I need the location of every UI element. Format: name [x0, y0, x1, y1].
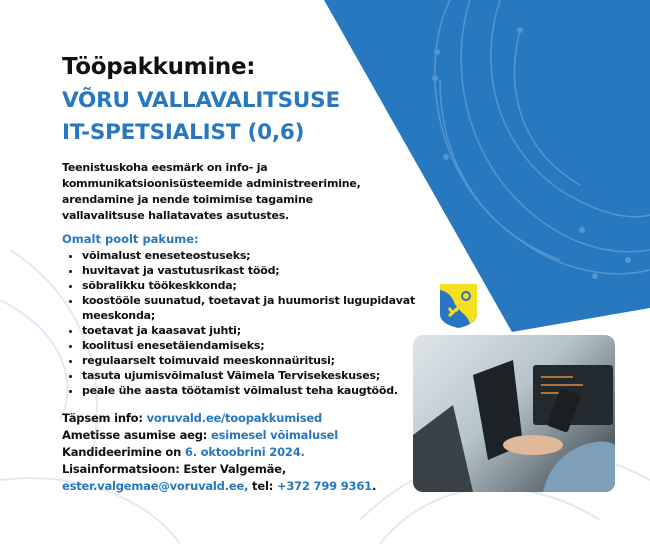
- list-item: • regulaarselt toimuvaid meeskonnaüritusi;: [82, 353, 422, 368]
- offer-heading: Omalt poolt pakume:: [62, 232, 199, 246]
- jobs-link[interactable]: voruvald.ee/toopakkumised: [146, 411, 323, 425]
- list-item: • toetavat ja kaasavat juhti;: [82, 323, 422, 338]
- phone-link[interactable]: +372 799 9361: [276, 479, 372, 493]
- office-photo: [413, 335, 615, 492]
- email-link[interactable]: ester.valgemae@voruvald.ee,: [62, 479, 249, 493]
- coat-of-arms-icon: [440, 284, 477, 328]
- apply-deadline: 6. oktoobrini 2024.: [184, 445, 305, 459]
- tel-label: tel:: [248, 479, 277, 493]
- contact-info: [62, 410, 376, 495]
- employer-name: VÕRU VALLAVALITSUSE: [62, 88, 340, 113]
- list-item: • koostööle suunatud, toetavat ja huumorist lugupidavat meeskonda;: [82, 293, 422, 323]
- list-item: • võimalust eneseteostuseks;: [82, 248, 422, 263]
- list-item: • koolitusi enesetäiendamiseks;: [82, 338, 422, 353]
- page-title: Tööpakkumine:: [62, 54, 256, 80]
- start-value: esimesel võimalusel: [210, 428, 338, 442]
- list-item: • huvitavat ja vastutusrikast tööd;: [82, 263, 422, 278]
- job-title: IT-SPETSIALIST (0,6): [62, 120, 305, 145]
- more-info-label: Täpsem info:: [62, 411, 147, 425]
- start-label: Ametisse asumise aeg:: [62, 428, 211, 442]
- list-item: • tasuta ujumisvõimalust Väimela Tervisekeskuses;: [82, 368, 422, 383]
- contact-person: Lisainformatsioon: Ester Valgemäe,: [62, 462, 286, 476]
- list-item: • sõbralikku töökeskkonda;: [82, 278, 422, 293]
- apply-label: Kandideerimine on: [62, 445, 185, 459]
- list-item: • peale ühe aasta töötamist võimalust teha kaugtööd.: [82, 383, 422, 398]
- job-description: Teenistuskoha eesmärk on info- ja kommunikatsioonisüsteemide administreerimine, arendamine ja nende toimimise tagamine vallavalitsuse hallatavates asutustes.: [62, 161, 361, 222]
- offer-list: [62, 248, 422, 398]
- punctuation: .: [371, 479, 377, 493]
